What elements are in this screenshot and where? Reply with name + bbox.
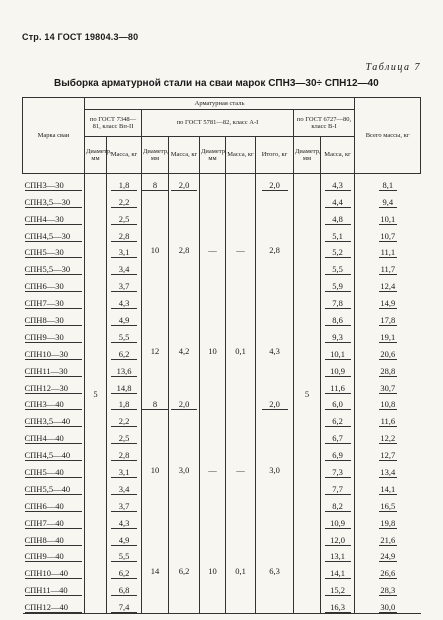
- g2-diameter-cell: 12: [142, 309, 169, 393]
- total-mass-cell: 30,7: [355, 377, 421, 394]
- g2-diameter-cell: 8: [142, 174, 169, 191]
- g1-mass-cell: 14,8: [107, 377, 142, 394]
- rebar-table-wrap: [22, 97, 421, 614]
- pile-mark-cell: СПН4—30: [23, 208, 85, 225]
- g3-mass-cell: 16,3: [321, 596, 355, 613]
- g2-mass-cell: 6,2: [169, 529, 200, 614]
- g3-mass-cell: 14,1: [321, 562, 355, 579]
- g1-mass-cell: 3,4: [107, 478, 142, 495]
- pile-mark-cell: СПН4,5—30: [23, 225, 85, 242]
- col-g3-mass: Масса, кг: [321, 137, 355, 174]
- g1-mass-cell: 5,5: [107, 326, 142, 343]
- g1-mass-cell: 1,8: [107, 394, 142, 411]
- table-row: [23, 394, 421, 411]
- g1-mass-cell: 6,8: [107, 579, 142, 596]
- g2-diameter-cell: 14: [142, 529, 169, 614]
- total-mass-cell: 12,4: [355, 275, 421, 292]
- pile-mark-cell: СПН7—40: [23, 512, 85, 529]
- g1-mass-cell: 1,8: [107, 174, 142, 191]
- g1-mass-cell: 4,3: [107, 292, 142, 309]
- g3-mass-cell: 13,1: [321, 546, 355, 563]
- g3-mass-cell: 4,8: [321, 208, 355, 225]
- g3-mass-cell: 6,7: [321, 427, 355, 444]
- g2-itogo-cell: 2,0: [256, 174, 294, 191]
- g1-mass-cell: 6,2: [107, 562, 142, 579]
- pile-mark-cell: СПН9—30: [23, 326, 85, 343]
- g3-mass-cell: 5,2: [321, 242, 355, 259]
- col-g2-itogo: Итого, кг: [256, 137, 294, 174]
- g3-mass-cell: 6,0: [321, 394, 355, 411]
- g1-mass-cell: 3,7: [107, 495, 142, 512]
- pile-mark-cell: СПН3—30: [23, 174, 85, 191]
- total-mass-cell: 10,7: [355, 225, 421, 242]
- total-mass-cell: 21,6: [355, 529, 421, 546]
- pile-mark-cell: СПН3—40: [23, 394, 85, 411]
- pile-mark-cell: СПН5—30: [23, 242, 85, 259]
- g2-diameter-cell: 10: [142, 191, 169, 309]
- g3-mass-cell: 6,9: [321, 444, 355, 461]
- pile-mark-cell: СПН5,5—30: [23, 258, 85, 275]
- total-mass-cell: 20,6: [355, 343, 421, 360]
- pile-mark-cell: СПН8—40: [23, 529, 85, 546]
- pile-mark-cell: СПН10—40: [23, 562, 85, 579]
- page-header: Стр. 14 ГОСТ 19804.3—80: [22, 32, 139, 42]
- table-label: Таблица 7: [365, 62, 421, 73]
- g2-mass-b-cell: —: [226, 410, 256, 528]
- g3-mass-cell: 9,3: [321, 326, 355, 343]
- g3-mass-cell: 10,1: [321, 343, 355, 360]
- g1-mass-cell: 3,1: [107, 461, 142, 478]
- g3-mass-cell: 7,3: [321, 461, 355, 478]
- g2-diameter-b-cell: [200, 174, 226, 191]
- g3-mass-cell: 5,9: [321, 275, 355, 292]
- total-mass-cell: 14,1: [355, 478, 421, 495]
- g2-mass-cell: 2,8: [169, 191, 200, 309]
- col-g1-diameter: Диаметр, мм: [85, 137, 107, 174]
- g1-mass-cell: 2,8: [107, 225, 142, 242]
- g3-mass-cell: 12,0: [321, 529, 355, 546]
- g3-mass-cell: 6,2: [321, 410, 355, 427]
- g3-mass-cell: 4,3: [321, 174, 355, 191]
- pile-mark-cell: СПН5—40: [23, 461, 85, 478]
- pile-mark-cell: СПН5,5—40: [23, 478, 85, 495]
- col-group2: по ГОСТ 5781—82, класс А-I: [142, 110, 294, 137]
- total-mass-cell: 24,9: [355, 546, 421, 563]
- g1-mass-cell: 3,4: [107, 258, 142, 275]
- g1-diameter-cell: 5: [85, 174, 107, 614]
- g2-mass-b-cell: 0,1: [226, 529, 256, 614]
- table-row: [23, 174, 421, 191]
- col-group1: по ГОСТ 7348—81, класс Вп-II: [85, 110, 142, 137]
- g1-mass-cell: 4,9: [107, 309, 142, 326]
- g1-mass-cell: 4,3: [107, 512, 142, 529]
- total-mass-cell: 12,2: [355, 427, 421, 444]
- g2-mass-b-cell: 0,1: [226, 309, 256, 393]
- g3-mass-cell: 10,9: [321, 360, 355, 377]
- pile-mark-cell: СПН8—30: [23, 309, 85, 326]
- pile-mark-cell: СПН12—40: [23, 596, 85, 613]
- g3-mass-cell: 8,6: [321, 309, 355, 326]
- g3-mass-cell: 7,7: [321, 478, 355, 495]
- g2-diameter-b-cell: 10: [200, 529, 226, 614]
- total-mass-cell: 12,7: [355, 444, 421, 461]
- table-title: Выборка арматурной стали на сваи марок СПН3—30÷ СПН12—40: [54, 78, 379, 89]
- col-group3: по ГОСТ 6727—80, класс В-I: [294, 110, 355, 137]
- g2-itogo-cell: 2,0: [256, 394, 294, 411]
- g1-mass-cell: 2,2: [107, 410, 142, 427]
- g2-mass-cell: 2,0: [169, 394, 200, 411]
- col-g1-mass: Масса, кг: [107, 137, 142, 174]
- g2-itogo-cell: 3,0: [256, 410, 294, 528]
- g1-mass-cell: 13,6: [107, 360, 142, 377]
- pile-mark-cell: СПН3,5—40: [23, 410, 85, 427]
- total-mass-cell: 10,8: [355, 394, 421, 411]
- g3-mass-cell: 11,6: [321, 377, 355, 394]
- g2-mass-b-cell: —: [226, 191, 256, 309]
- g2-mass-cell: 2,0: [169, 174, 200, 191]
- table-row: [23, 529, 421, 546]
- pile-mark-cell: СПН12—30: [23, 377, 85, 394]
- g2-diameter-b-cell: —: [200, 191, 226, 309]
- total-mass-cell: 11,7: [355, 258, 421, 275]
- total-mass-cell: 13,4: [355, 461, 421, 478]
- g3-mass-cell: 5,5: [321, 258, 355, 275]
- g3-mass-cell: 4,4: [321, 191, 355, 208]
- col-g2-diameter-b: Диаметр, мм: [200, 137, 226, 174]
- g1-mass-cell: 7,4: [107, 596, 142, 613]
- pile-mark-cell: СПН6—40: [23, 495, 85, 512]
- pile-mark-cell: СПН7—30: [23, 292, 85, 309]
- pile-mark-cell: СПН3,5—30: [23, 191, 85, 208]
- g1-mass-cell: 2,5: [107, 427, 142, 444]
- g1-mass-cell: 3,1: [107, 242, 142, 259]
- g2-diameter-b-cell: —: [200, 410, 226, 528]
- pile-mark-cell: СПН11—40: [23, 579, 85, 596]
- pile-mark-cell: СПН11—30: [23, 360, 85, 377]
- g1-mass-cell: 5,5: [107, 546, 142, 563]
- total-mass-cell: 10,1: [355, 208, 421, 225]
- g3-mass-cell: 10,9: [321, 512, 355, 529]
- total-mass-cell: 28,3: [355, 579, 421, 596]
- total-mass-cell: 16,5: [355, 495, 421, 512]
- pile-mark-cell: СПН4,5—40: [23, 444, 85, 461]
- g1-mass-cell: 3,7: [107, 275, 142, 292]
- col-pile-mark: Марка сваи: [23, 98, 85, 174]
- g2-diameter-cell: 10: [142, 410, 169, 528]
- total-mass-cell: 26,6: [355, 562, 421, 579]
- g3-diameter-cell: 5: [294, 174, 321, 614]
- col-total-mass: Всего массы, кг: [355, 98, 421, 174]
- col-rebar-steel: Арматурная сталь: [85, 98, 355, 110]
- pile-mark-cell: СПН9—40: [23, 546, 85, 563]
- g2-itogo-cell: 2,8: [256, 191, 294, 309]
- total-mass-cell: 14,9: [355, 292, 421, 309]
- total-mass-cell: 17,8: [355, 309, 421, 326]
- g1-mass-cell: 4,9: [107, 529, 142, 546]
- g1-mass-cell: 2,8: [107, 444, 142, 461]
- rebar-table: [22, 97, 421, 614]
- total-mass-cell: 19,8: [355, 512, 421, 529]
- g3-mass-cell: 15,2: [321, 579, 355, 596]
- g2-mass-b-cell: [226, 394, 256, 411]
- g3-mass-cell: 5,1: [321, 225, 355, 242]
- total-mass-cell: 8,1: [355, 174, 421, 191]
- total-mass-cell: 9,4: [355, 191, 421, 208]
- g2-mass-b-cell: [226, 174, 256, 191]
- col-g2-mass-b: Масса, кг: [226, 137, 256, 174]
- col-g2-mass-a: Масса, кг: [169, 137, 200, 174]
- total-mass-cell: 11,6: [355, 410, 421, 427]
- g3-mass-cell: 7,8: [321, 292, 355, 309]
- g3-mass-cell: 8,2: [321, 495, 355, 512]
- total-mass-cell: 11,1: [355, 242, 421, 259]
- total-mass-cell: 28,8: [355, 360, 421, 377]
- g1-mass-cell: 2,2: [107, 191, 142, 208]
- total-mass-cell: 30,0: [355, 596, 421, 613]
- g1-mass-cell: 6,2: [107, 343, 142, 360]
- col-g2-diameter-a: Диаметр, мм: [142, 137, 169, 174]
- pile-mark-cell: СПН4—40: [23, 427, 85, 444]
- g2-mass-cell: 3,0: [169, 410, 200, 528]
- pile-mark-cell: СПН6—30: [23, 275, 85, 292]
- g2-itogo-cell: 4,3: [256, 309, 294, 393]
- table-row: [23, 191, 421, 208]
- g2-mass-cell: 4,2: [169, 309, 200, 393]
- table-row: [23, 309, 421, 326]
- pile-mark-cell: СПН10—30: [23, 343, 85, 360]
- table-row: [23, 410, 421, 427]
- col-g3-diameter: Диаметр, мм: [294, 137, 321, 174]
- g1-mass-cell: 2,5: [107, 208, 142, 225]
- g2-itogo-cell: 6,3: [256, 529, 294, 614]
- total-mass-cell: 19,1: [355, 326, 421, 343]
- g2-diameter-b-cell: [200, 394, 226, 411]
- g2-diameter-b-cell: 10: [200, 309, 226, 393]
- g2-diameter-cell: 8: [142, 394, 169, 411]
